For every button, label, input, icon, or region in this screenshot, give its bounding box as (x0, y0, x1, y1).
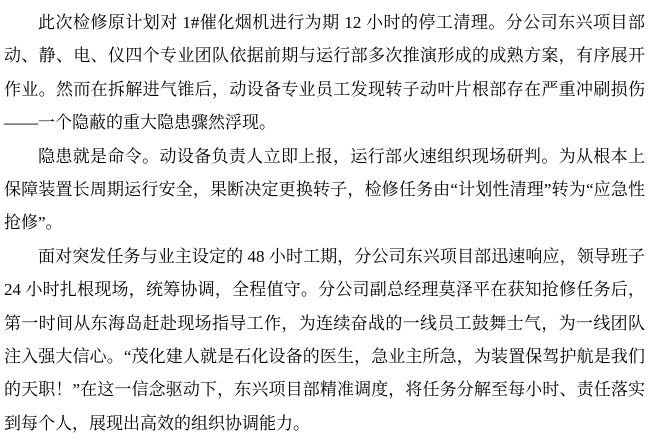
paragraph-hazard-response: 隐患就是命令。动设备负责人立即上报，运行部火速组织现场研判。为从根本上保障装置长周期运行安全，果断决定更换转子，检修任务由“计划性清理”转为“应急性抢修”。 (4, 146, 645, 233)
paragraph-repair-plan: 此次检修原计划对 1#催化烟机进行为期 12 小时的停工清理。分公司东兴项目部动、静、电、仪四个专业团队依据前期与运行部多次推演形成的成熟方案，有序展开作业。然而在拆解进气锥后，动设备专业员工发现转子动叶片根部存在严重冲刷损伤——一个隐蔽的重大隐患骤然浮现。 (4, 13, 645, 133)
paragraph-emergency-mobilization: 面对突发任务与业主设定的 48 小时工期，分公司东兴项目部迅速响应，领导班子 24 小时扎根现场，统筹协调，全程值守。分公司副总经理莫泽平在获知抢修任务后，第一时间从东海岛赶赴现场指导工作，为连续奋战的一线员工鼓舞士气，为一线团队注入强大信心。“茂化建人就是石化设备的医生，急业主所急，为装置保驾护航是我们的天职！”在这一信念驱动下，东兴项目部精准调度，将任务分解至每小时、责任落实到每个人，展现出高效的组织协调能力。 (4, 246, 645, 433)
